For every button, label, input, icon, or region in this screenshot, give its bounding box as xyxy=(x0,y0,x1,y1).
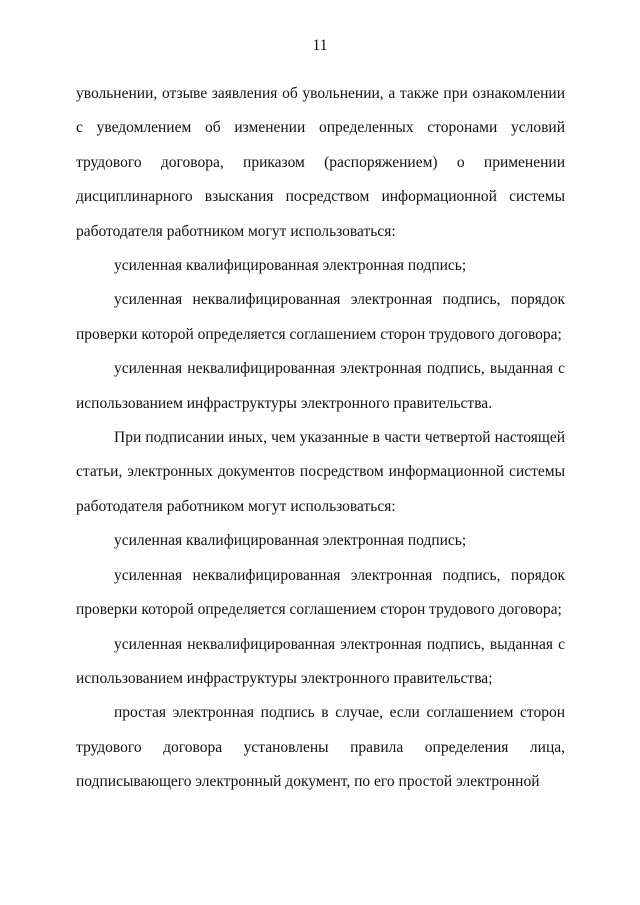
list-item-simple-signature: простая электронная подпись в случае, если соглашением сторон трудового договора установлены правила определения лица, подписывающего электронный документ, по его простой электронной xyxy=(76,704,565,791)
list-item-unqualified-signature-agreement: усиленная неквалифицированная электронная подпись, порядок проверки которой определяется соглашением сторон трудового договора; xyxy=(76,291,565,343)
paragraph-other-documents: При подписании иных, чем указанные в части четвертой настоящей статьи, электронных документов посредством информационной системы работодателя работником могут использоваться: xyxy=(76,429,565,515)
list-item-qualified-signature: усиленная квалифицированная электронная подпись; xyxy=(114,257,467,275)
list-item-unqualified-signature-egov-2: усиленная неквалифицированная электронная подпись, выданная с использованием инфраструктуры электронного правительства; xyxy=(76,635,565,687)
list-item-unqualified-signature-egov: усиленная неквалифицированная электронная подпись, выданная с использованием инфраструктуры электронного правительства. xyxy=(76,360,565,412)
paragraph-continuation: увольнении, отзыве заявления об увольнении, а также при ознакомлении с уведомлением об изменении определенных сторонами условий трудового договора, приказом (распоряжением) о применении дисциплинарного взыскания посредством информационной системы работодателя работником могут использоваться: xyxy=(76,85,565,240)
list-item-qualified-signature-2: усиленная квалифицированная электронная подпись; xyxy=(114,532,467,550)
page-number: 11 xyxy=(312,37,328,54)
list-item-unqualified-signature-agreement-2: усиленная неквалифицированная электронная подпись, порядок проверки которой определяется соглашением сторон трудового договора; xyxy=(76,566,565,619)
document-body xyxy=(76,77,565,800)
